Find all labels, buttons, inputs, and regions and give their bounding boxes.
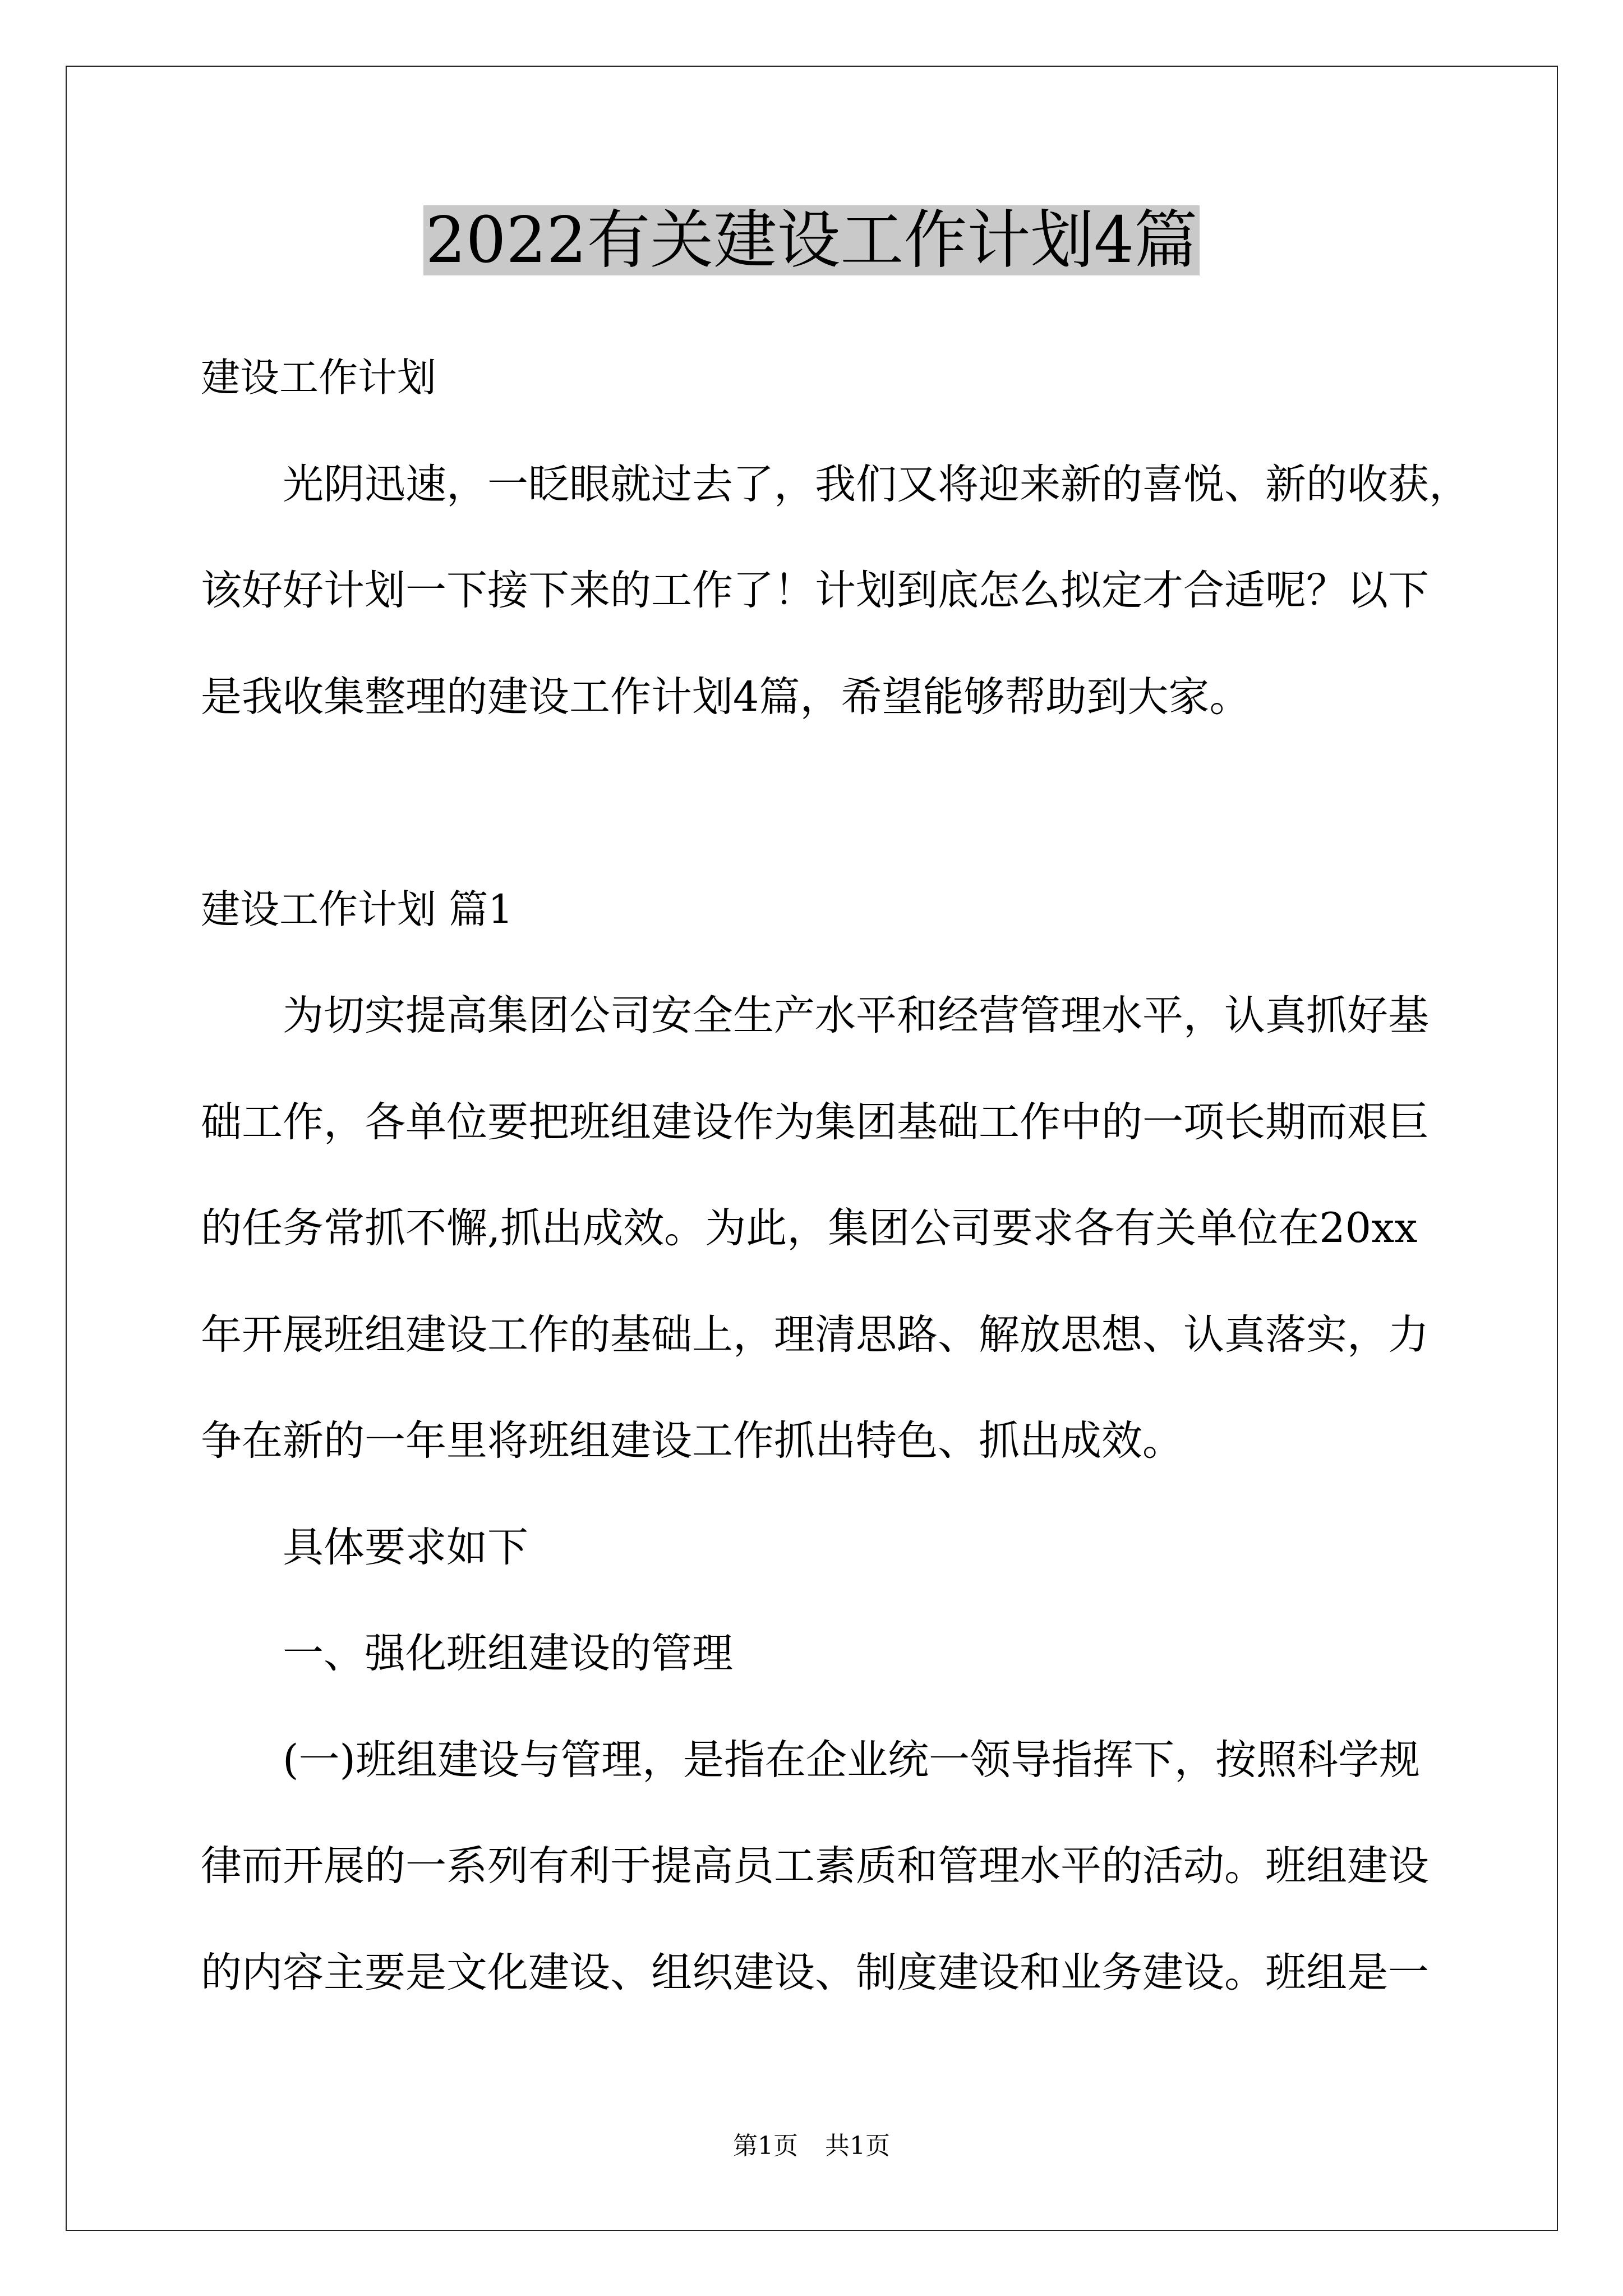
part1-paragraph-line: 的任务常抓不懈,抓出成效。为此，集团公司要求各有关单位在20xx: [201, 1204, 1418, 1252]
document-body: [201, 325, 1491, 2026]
document-title: 2022有关建设工作计划4篇: [423, 205, 1200, 275]
intro-paragraph-line: 光阴迅速，一眨眼就过去了，我们又将迎来新的喜悦、新的收获，: [283, 460, 1470, 508]
intro-paragraph-line: 是我收集整理的建设工作计划4篇，希望能够帮助到大家。: [201, 673, 1251, 721]
requirements-intro: 具体要求如下: [283, 1523, 528, 1571]
page-footer: [0, 2129, 1623, 2163]
subsection-paragraph-line: 的内容主要是文化建设、组织建设、制度建设和业务建设。班组是一: [201, 1948, 1429, 1996]
part1-paragraph-line: 年开展班组建设工作的基础上，理清思路、解放思想、认真落实，力: [201, 1310, 1429, 1359]
page-total: 共1页: [825, 2132, 890, 2160]
subsection-paragraph-line: 律而开展的一系列有利于提高员工素质和管理水平的活动。班组建设: [201, 1842, 1429, 1890]
part1-paragraph-line: 争在新的一年里将班组建设工作抓出特色、抓出成效。: [201, 1417, 1183, 1465]
intro-heading: 建设工作计划: [201, 355, 436, 401]
intro-paragraph-line: 该好好计划一下接下来的工作了！计划到底怎么拟定才合适呢？以下: [201, 567, 1429, 614]
section-heading: 一、强化班组建设的管理: [283, 1630, 733, 1677]
part1-heading: 建设工作计划 篇1: [201, 886, 513, 932]
page-number: 第1页: [733, 2132, 798, 2160]
title-row: [0, 205, 1623, 275]
part1-paragraph-line: 为切实提高集团公司安全生产水平和经营管理水平，认真抓好基: [283, 992, 1429, 1039]
subsection-paragraph-line: (一)班组建设与管理，是指在企业统一领导指挥下，按照科学规: [283, 1736, 1420, 1784]
blank-line: [201, 750, 1491, 857]
part1-paragraph-line: 础工作，各单位要把班组建设作为集团基础工作中的一项长期而艰巨: [201, 1098, 1429, 1146]
